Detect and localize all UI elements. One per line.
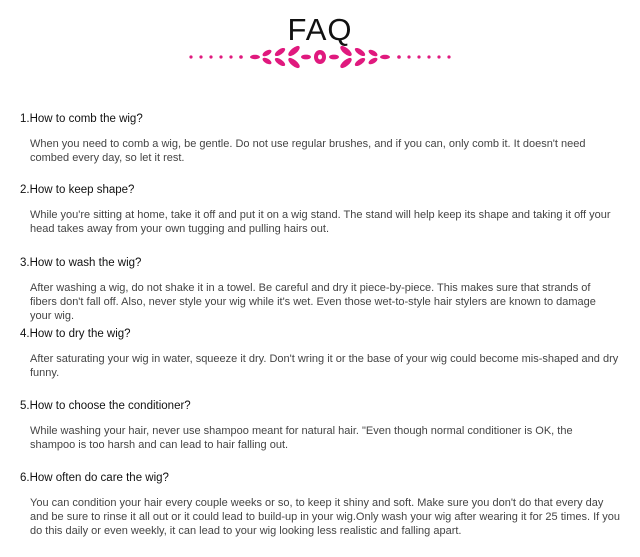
- faq-question: 5.How to choose the conditioner?: [20, 400, 191, 412]
- faq-question: 2.How to keep shape?: [20, 184, 135, 196]
- decorative-divider-icon: [185, 44, 455, 70]
- page-title: FAQ: [287, 12, 353, 47]
- faq-answer: After washing a wig, do not shake it in a towel. Be careful and dry it piece-by-piece. This makes sure that strands of fibers don't fall off. Also, never style your wig while it's wet. Even those wet-to-style hair stylers are known to damage your wig.: [30, 282, 596, 322]
- faq-item: [20, 256, 620, 323]
- faq-item: [20, 112, 620, 165]
- faq-question: 1.How to comb the wig?: [20, 113, 143, 125]
- faq-question: 6.How often do care the wig?: [20, 472, 169, 484]
- faq-question: 4.How to dry the wig?: [20, 328, 131, 340]
- faq-answer: When you need to comb a wig, be gentle. Do not use regular brushes, and if you can, only comb it. It doesn't need combed every day, so let it rest.: [30, 138, 586, 164]
- faq-question: 3.How to wash the wig?: [20, 257, 142, 269]
- faq-answer: While you're sitting at home, take it off and put it on a wig stand. The stand will help keep its shape and taking it off your head takes away from your own tugging and pulling hairs out.: [30, 209, 611, 235]
- faq-item: [20, 471, 620, 538]
- faq-answer: While washing your hair, never use shampoo meant for natural hair. "Even though normal conditioner is OK, the shampoo is too harsh and can lead to hair falling out.: [30, 425, 573, 451]
- faq-answer: You can condition your hair every couple weeks or so, to keep it shiny and soft. Make sure you don't do that every day and be sure to rinse it all out or it could lead to build-up in your wig.Only wash your wig after wearing it for 25 times. If you do this daily or even weekly, it can lead to your wig looking less realistic and falling apart.: [30, 497, 621, 537]
- faq-item: [20, 183, 620, 236]
- faq-item: [20, 399, 620, 452]
- faq-answer: After saturating your wig in water, squeeze it dry. Don't wring it or the base of your wig could become mis-shaped and dry funny.: [30, 353, 619, 379]
- faq-item: [20, 327, 620, 380]
